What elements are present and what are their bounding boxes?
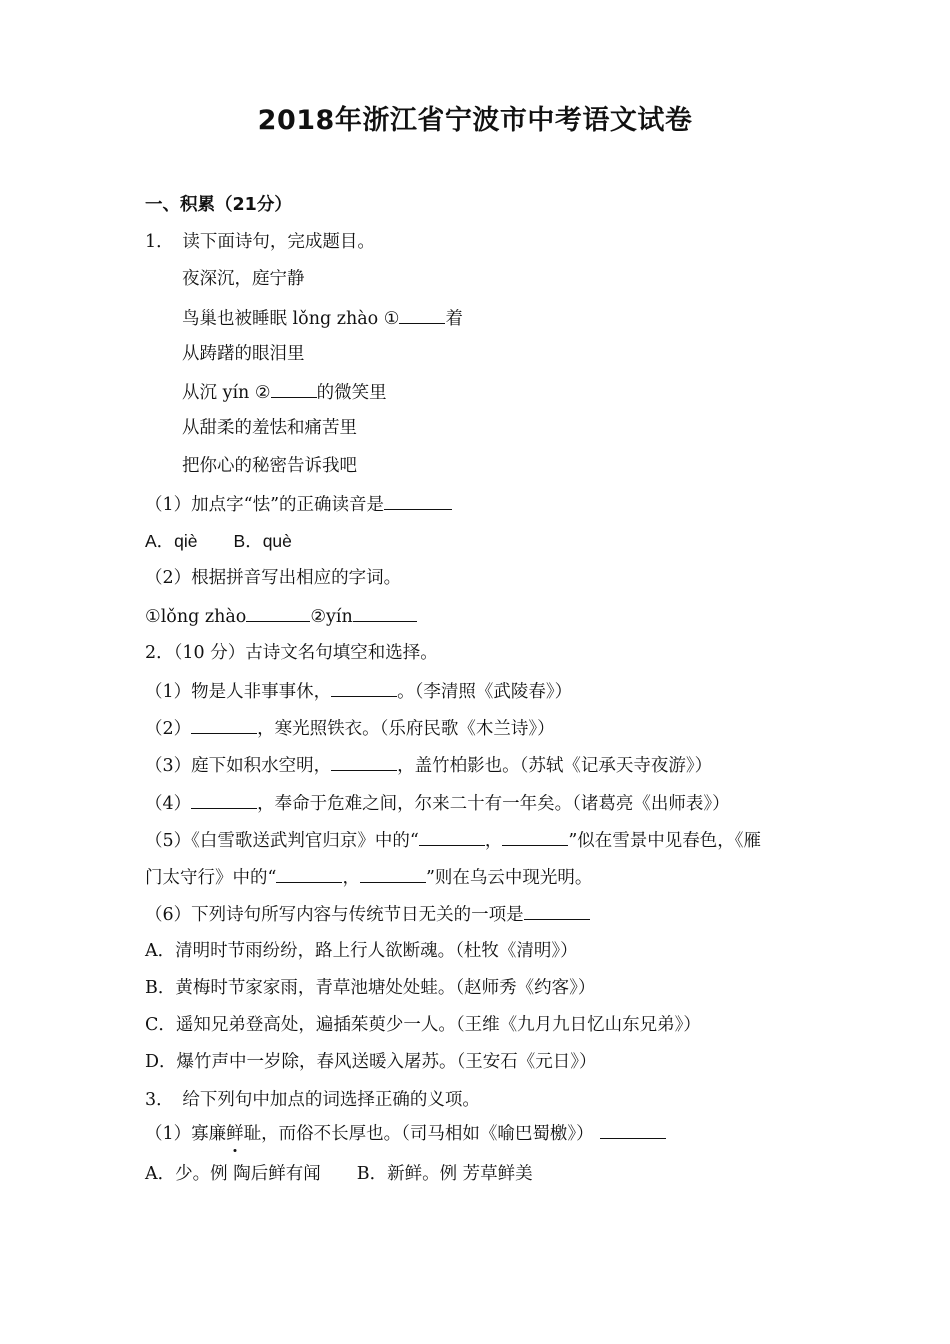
fill-item-continued: [145, 864, 592, 890]
answer-blank[interactable]: [384, 491, 452, 510]
fill-item: [145, 752, 712, 778]
fill-item: [145, 715, 555, 741]
choice-options: [145, 529, 292, 553]
section-heading: 一、积累（21分）: [145, 195, 292, 215]
sub-question-text: （1）寡廉: [145, 1124, 227, 1144]
poem-line: 把你心的秘密告诉我吧: [182, 456, 357, 476]
answer-blank[interactable]: [191, 715, 257, 734]
fill-item: [145, 678, 572, 704]
poem-line-text: 鸟巢也被睡眠 lǒng zhào ①: [182, 309, 400, 329]
fill-item-text: 。（李清照《武陵春》）: [397, 682, 573, 702]
answer-blank[interactable]: [419, 827, 485, 846]
fill-item-text: ，盖竹柏影也。（苏轼《记承天寺夜游》）: [397, 756, 713, 776]
question-1-stem: 1． 读下面诗句，完成题目。: [145, 232, 375, 252]
answer-blank[interactable]: [600, 1120, 666, 1139]
answer-blank[interactable]: [331, 752, 397, 771]
poem-line: 从甜柔的羞怯和痛苦里: [182, 418, 357, 438]
fill-item-text: （4）: [145, 794, 192, 814]
poem-line-text: 着: [445, 309, 463, 329]
question-1-sub-1: [145, 491, 452, 517]
emphasized-word: 鲜: [226, 1124, 244, 1144]
pinyin-label: ②yín: [310, 607, 353, 627]
fill-item: [145, 901, 590, 927]
option-b[interactable]: B．新鲜。例 芳草鲜美: [356, 1164, 533, 1184]
sub-question-text: 耻，而俗不长厚也。（司马相如《喻巴蜀檄》）: [243, 1124, 594, 1144]
question-1-sub-2: （2）根据拼音写出相应的字词。: [145, 568, 402, 588]
poem-line: 从踌躇的眼泪里: [182, 344, 305, 364]
answer-blank[interactable]: [271, 379, 317, 398]
answer-blank[interactable]: [360, 864, 426, 883]
fill-item-text: ”则在乌云中现光明。: [425, 868, 593, 888]
poem-line-text: 的微笑里: [316, 383, 387, 403]
fill-item-text: （2）: [145, 719, 192, 739]
fill-item-text: ，: [484, 831, 503, 851]
fill-item-text: ，奉命于危难之间，尔来二十有一年矣。（诸葛亮《出师表》）: [257, 794, 730, 814]
answer-blank[interactable]: [399, 305, 445, 324]
answer-blank[interactable]: [353, 603, 417, 622]
option-c[interactable]: C．遥知兄弟登高处，遍插茱萸少一人。（王维《九月九日忆山东兄弟》）: [145, 1015, 701, 1035]
question-3-stem: 3． 给下列句中加点的词选择正确的义项。: [145, 1090, 480, 1110]
option-b[interactable]: B．黄梅时节家家雨，青草池塘处处蛙。（赵师秀《约客》）: [145, 978, 596, 998]
option-b[interactable]: B．què: [233, 531, 292, 551]
question-2-stem: 2．（10 分）古诗文名句填空和选择。: [145, 643, 438, 663]
poem-line: [182, 379, 387, 405]
pinyin-answers: [145, 603, 417, 629]
poem-line: [182, 305, 463, 331]
answer-blank[interactable]: [191, 790, 257, 809]
fill-item-text: （3）庭下如积水空明，: [145, 756, 332, 776]
fill-item-text: ，: [342, 868, 360, 888]
fill-item-text: （5）《白雪歌送武判官归京》中的“: [145, 831, 419, 851]
answer-blank[interactable]: [331, 678, 397, 697]
option-a[interactable]: A．少。例 陶后鲜有闻: [145, 1164, 321, 1184]
answer-blank[interactable]: [246, 603, 310, 622]
answer-blank[interactable]: [524, 901, 590, 920]
choice-options: [145, 1162, 533, 1186]
poem-line: 夜深沉，庭宁静: [182, 269, 305, 289]
fill-item: [145, 827, 761, 853]
answer-blank[interactable]: [276, 864, 342, 883]
fill-item-text: （1）物是人非事事休，: [145, 682, 332, 702]
poem-line-text: 从沉 yín ②: [182, 383, 271, 403]
fill-item: [145, 790, 730, 816]
sub-question-text: （1）加点字“怯”的正确读音是: [145, 495, 385, 515]
page-title: 2018年浙江省宁波市中考语文试卷: [257, 105, 693, 136]
fill-item-text: ”似在雪景中见春色，《雁: [568, 831, 762, 851]
answer-blank[interactable]: [502, 827, 568, 846]
option-d[interactable]: D．爆竹声中一岁除，春风送暖入屠苏。（王安石《元日》）: [145, 1052, 597, 1072]
fill-item-text: ，寒光照铁衣。（乐府民歌《木兰诗》）: [257, 719, 555, 739]
option-a[interactable]: A．清明时节雨纷纷，路上行人欲断魂。（杜牧《清明》）: [145, 941, 578, 961]
fill-item-text: （6）下列诗句所写内容与传统节日无关的一项是: [145, 905, 524, 925]
option-a[interactable]: A．qiè: [145, 531, 198, 551]
question-3-sub-1: [145, 1120, 666, 1146]
pinyin-label: ①lǒng zhào: [145, 607, 247, 627]
fill-item-text: 门太守行》中的“: [145, 868, 277, 888]
